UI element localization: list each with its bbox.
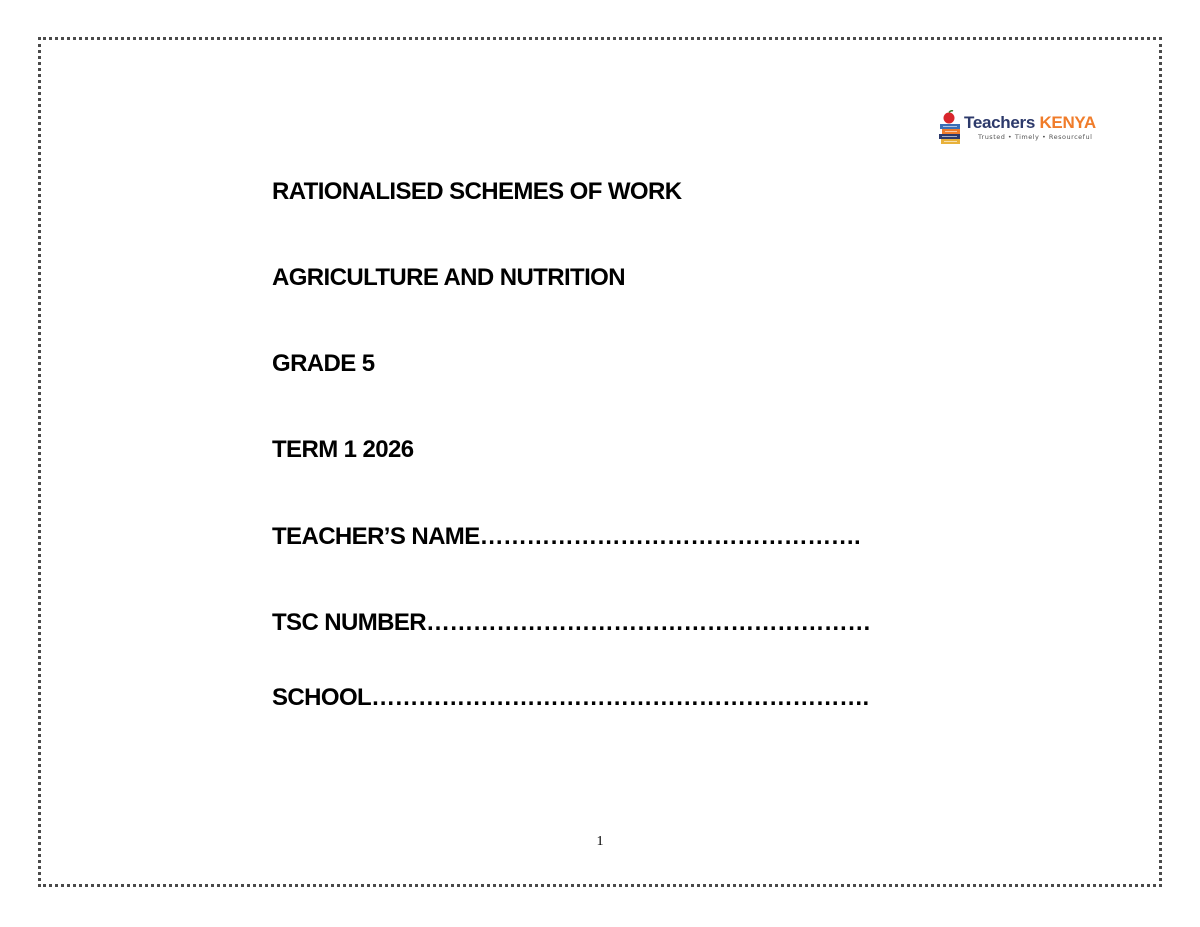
logo-wordmark <box>964 113 1096 133</box>
subject-heading: AGRICULTURE AND NUTRITION <box>272 264 625 291</box>
apple-books-icon <box>938 110 964 146</box>
logo-word-teachers: Teachers <box>964 113 1035 132</box>
tsc-number-field: TSC NUMBER………………………………………………… <box>272 609 871 636</box>
document-title: RATIONALISED SCHEMES OF WORK <box>272 178 682 205</box>
page-border <box>38 37 1162 887</box>
grade-heading: GRADE 5 <box>272 350 375 377</box>
teachers-kenya-logo <box>938 110 1110 146</box>
school-field: SCHOOL………………………………………………………. <box>272 684 869 711</box>
logo-tagline: Trusted • Timely • Resourceful <box>978 133 1093 141</box>
page-number: 1 <box>596 834 604 849</box>
teacher-name-field: TEACHER’S NAME…………………………………………. <box>272 523 861 550</box>
term-heading: TERM 1 2026 <box>272 436 414 463</box>
logo-word-kenya: KENYA <box>1039 113 1096 132</box>
